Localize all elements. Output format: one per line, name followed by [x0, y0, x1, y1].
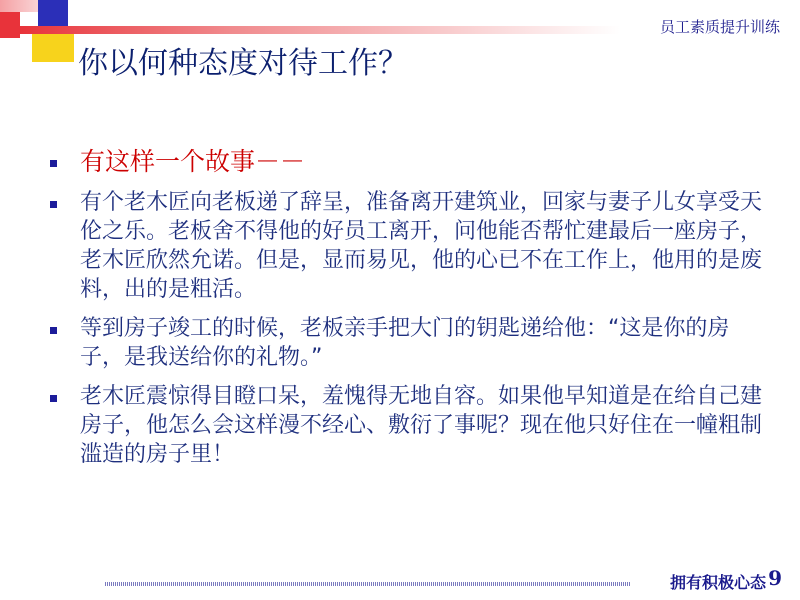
footer-dotted-line	[105, 582, 630, 586]
square-bullet-icon	[50, 395, 57, 402]
bullet-list	[48, 145, 768, 479]
square-bullet-icon	[50, 160, 57, 167]
bullet-text: 老木匠震惊得目瞪口呆，羞愧得无地自容。如果他早知道是在给自己建房子，他怎么会这样漫不经心、敷衍了事呢？现在他只好住在一幢粗制滥造的房子里！	[80, 384, 763, 467]
bullet-item-story-heading	[48, 145, 768, 178]
bullet-text: 有个老木匠向老板递了辞呈，准备离开建筑业，回家与妻子儿女享受天伦之乐。老板舍不得他的好员工离开，问他能否帮忙建最后一座房子，老木匠欣然允诺。但是，显而易见，他的心已不在工作上，他用的是废料，出的是粗活。	[80, 190, 763, 302]
bullet-text: 等到房子竣工的时候，老板亲手把大门的钥匙递给他：“这是你的房子，是我送给你的礼物。”	[80, 316, 730, 370]
bullet-item-carpenter	[48, 188, 768, 304]
square-bullet-icon	[50, 327, 57, 334]
footer-section-label: 拥有积极心态	[669, 573, 766, 592]
course-title: 员工素质提升训练	[659, 18, 780, 36]
slide-title: 你以何种态度对待工作？	[78, 46, 408, 81]
page-number: 9	[768, 566, 782, 590]
square-bullet-icon	[50, 201, 57, 208]
bullet-item-completion	[48, 314, 768, 372]
bullet-text: 有这样一个故事－－	[80, 147, 306, 176]
bullet-item-conclusion	[48, 382, 768, 469]
